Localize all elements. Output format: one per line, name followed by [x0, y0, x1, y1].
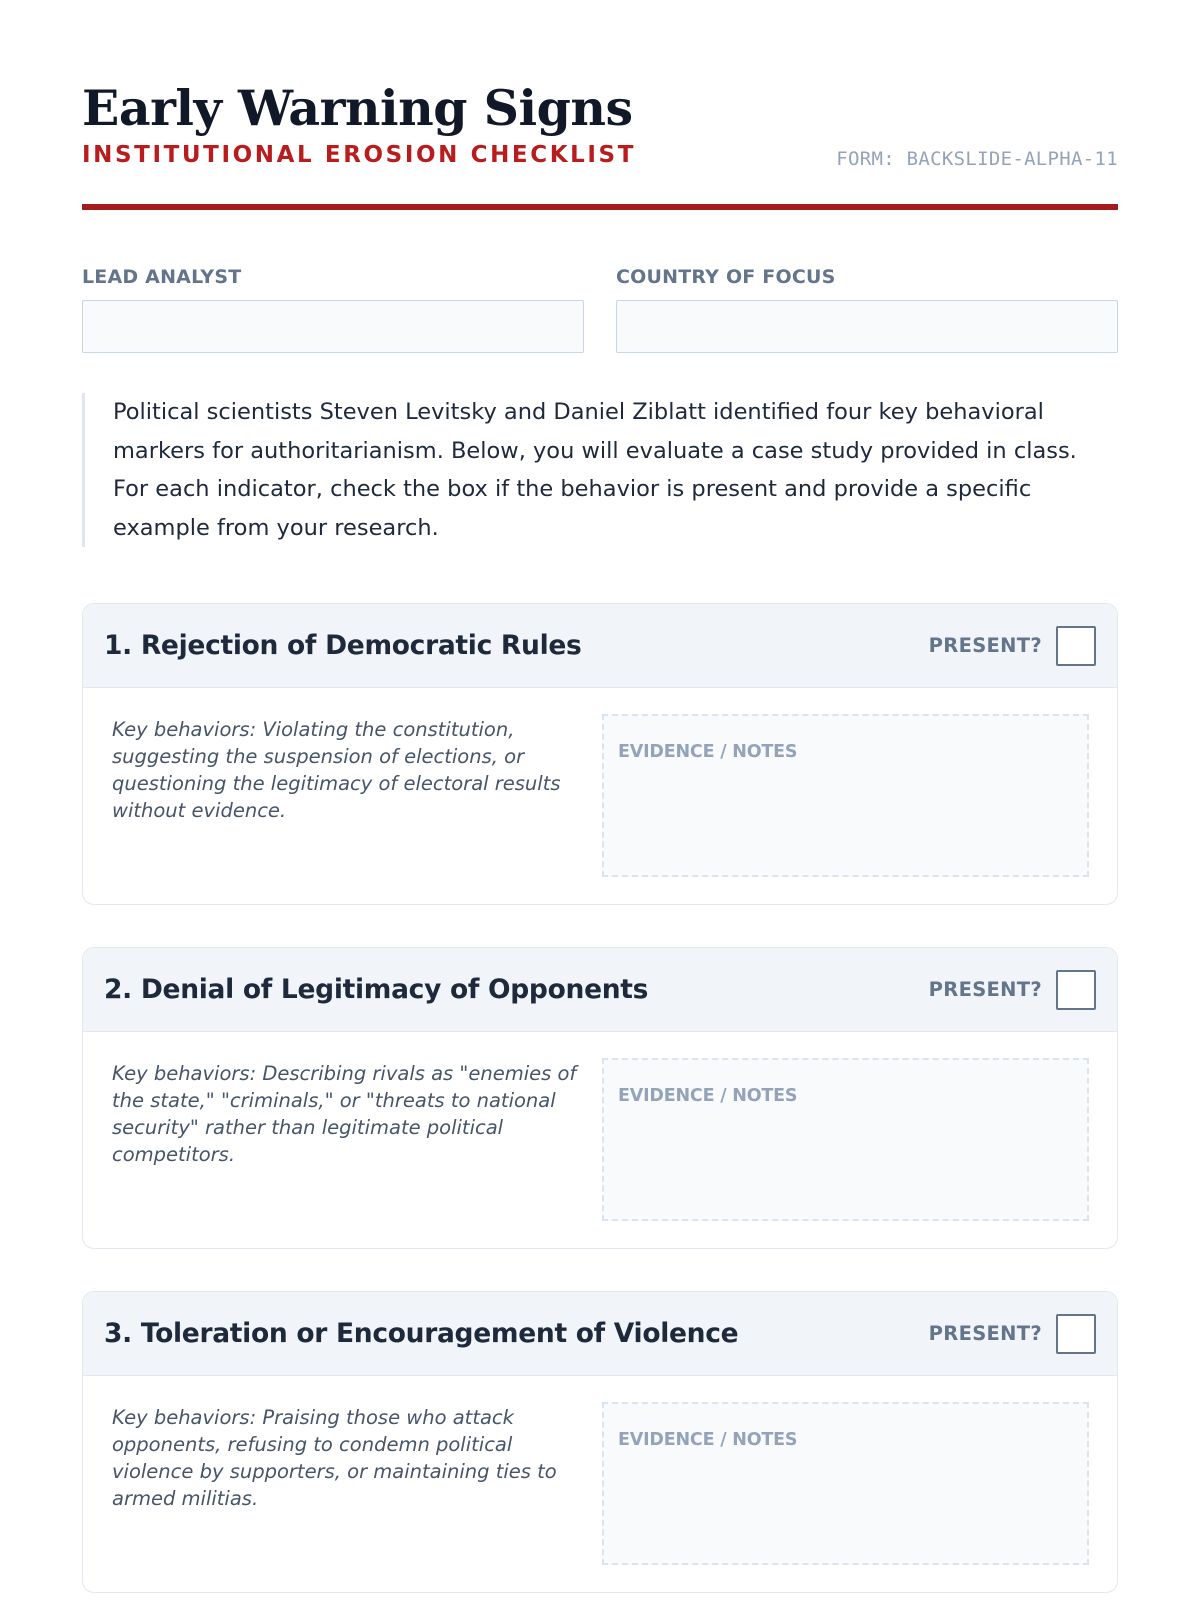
analyst-fields: [82, 266, 1118, 353]
page-subtitle: INSTITUTIONAL EROSION CHECKLIST: [82, 141, 637, 168]
present-control: [929, 970, 1096, 1010]
intro-text: Political scientists Steven Levitsky and Daniel Ziblatt identified four key behavioral markers for authoritarianism. Below, you will evaluate a case study provided in class. For each indicator, check the box if the behavior is present and provide a specific example from your research.: [82, 393, 1118, 547]
indicator-description: Key behaviors: Praising those who attack opponents, refusing to condemn political violence by supporters, or maintaining ties to armed militias.: [112, 1406, 557, 1510]
evidence-notes-box[interactable]: [602, 1402, 1089, 1565]
page-title: Early Warning Signs: [82, 79, 633, 137]
present-control: [929, 626, 1096, 666]
indicator-card: [82, 1291, 1118, 1593]
indicator-title: 2. Denial of Legitimacy of Opponents: [104, 974, 649, 1005]
evidence-label: EVIDENCE / NOTES: [618, 1430, 798, 1450]
evidence-label: EVIDENCE / NOTES: [618, 742, 798, 762]
present-label: PRESENT?: [928, 634, 1042, 657]
evidence-notes-box[interactable]: [602, 714, 1089, 877]
present-control: [929, 1314, 1096, 1354]
present-checkbox[interactable]: [1056, 626, 1096, 666]
indicator-title: 3. Toleration or Encouragement of Violence: [104, 1318, 739, 1349]
indicator-description: Key behaviors: Describing rivals as "enemies of the state," "criminals," or "threats to national security" rather than legitimate political competitors.: [112, 1062, 577, 1166]
lead-analyst-input[interactable]: [82, 300, 584, 353]
indicator-card: [82, 603, 1118, 905]
country-of-focus-field: [616, 266, 1118, 353]
indicator-header: [83, 604, 1117, 688]
indicator-card: [82, 947, 1118, 1249]
indicator-body: [83, 1032, 1117, 1221]
page-header: [82, 0, 1118, 210]
indicator-body: [83, 1376, 1117, 1565]
present-label: PRESENT?: [928, 978, 1042, 1001]
country-of-focus-input[interactable]: [616, 300, 1118, 353]
country-of-focus-label: COUNTRY OF FOCUS: [616, 266, 836, 288]
present-label: PRESENT?: [928, 1322, 1042, 1345]
evidence-label: EVIDENCE / NOTES: [618, 1086, 798, 1106]
present-checkbox[interactable]: [1056, 1314, 1096, 1354]
form-id: FORM: BACKSLIDE-ALPHA-11: [836, 148, 1118, 170]
indicator-description: Key behaviors: Violating the constitution, suggesting the suspension of elections, or questioning the legitimacy of electoral results without evidence.: [112, 718, 561, 822]
indicator-header: [83, 948, 1117, 1032]
lead-analyst-field: [82, 266, 584, 353]
lead-analyst-label: LEAD ANALYST: [82, 266, 242, 288]
evidence-notes-box[interactable]: [602, 1058, 1089, 1221]
indicator-header: [83, 1292, 1117, 1376]
indicator-title: 1. Rejection of Democratic Rules: [104, 630, 582, 661]
present-checkbox[interactable]: [1056, 970, 1096, 1010]
indicator-body: [83, 688, 1117, 877]
